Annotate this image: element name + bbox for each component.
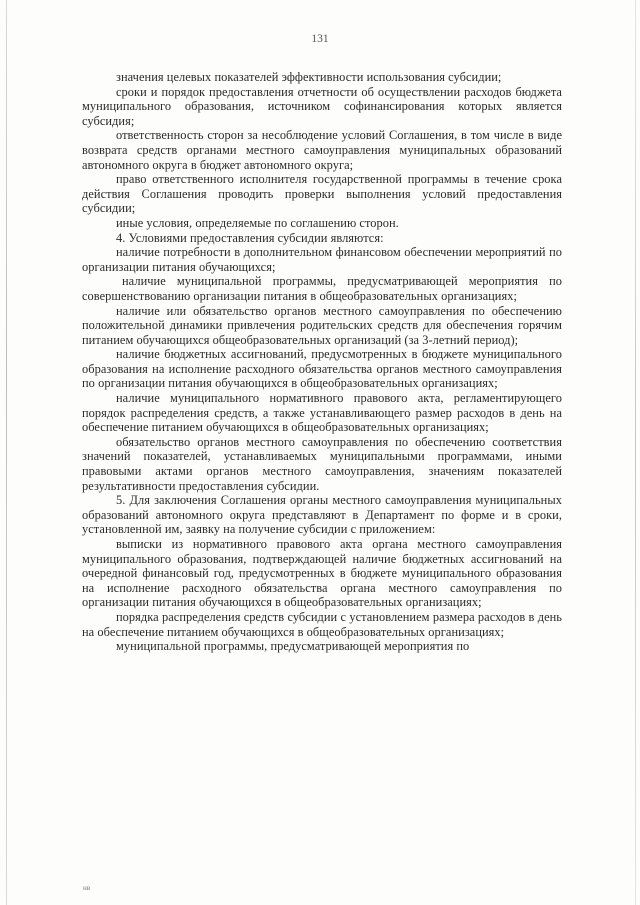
scan-edge-right (635, 0, 636, 905)
paragraph-responsibility: ответственность сторон за несоблюдение условий Соглашения, в том числе в виде возврата средств органами местного самоуправления муниципальных образований автономного округа в бюджет автономного округа; (82, 128, 562, 172)
paragraph-parental-funds: наличие или обязательство органов местного самоуправления по обеспечению положительной динамики привлечения родительских средств для обеспечения горячим питанием обучающихся общеобразовательных организаций (за 3-летний период); (82, 303, 562, 347)
paragraph-section-5-application: 5. Для заключения Соглашения органы местного самоуправления муниципальных образований автономного округа представляют в Департамент по форме и в сроки, установленной им, заявку на получение субсидии с приложением: (82, 493, 562, 537)
paragraph-other-conditions: иные условия, определяемые по соглашению сторон. (116, 215, 399, 230)
paragraph-municipal-program-attachment: муниципальной программы, предусматривающей мероприятия по (116, 639, 470, 654)
scan-edge-left (6, 0, 7, 905)
paragraph-indicator-compliance: обязательство органов местного самоуправления по обеспечению соответствия значений показателей, устанавливаемых муниципальными программами, иными правовыми актами органов местного самоуправления, значениям показателей результативности предоставления субсидии. (82, 434, 562, 493)
paragraph-budget-allocations: наличие бюджетных ассигнований, предусмотренных в бюджете муниципального образования на исполнение расходного обязательства органов местного самоуправления по организации питания обучающихся в общеобразовательных организациях; (82, 347, 562, 391)
paragraph-reporting-terms: сроки и порядок предоставления отчетности об осуществлении расходов бюджета муниципального образования, источником софинансирования которых является субсидия; (82, 84, 562, 128)
paragraph-section-4-heading: 4. Условиями предоставления субсидии являются: (116, 230, 384, 245)
page-number: 131 (311, 33, 329, 45)
footer-mark: нв (83, 884, 91, 892)
paragraph-inspection-right: право ответственного исполнителя государственной программы в течение срока действия Соглашения проводить проверки выполнения условий предоставления субсидии; (82, 172, 562, 216)
paragraph-target-indicators: значения целевых показателей эффективности использования субсидии; (116, 70, 502, 84)
paragraph-normative-act: наличие муниципального нормативного правового акта, регламентирующего порядок распределения средств, а также устанавливающего размер расходов в день на обеспечение питанием обучающихся в общеобразовательных организациях; (82, 391, 562, 435)
paragraph-act-extract: выписки из нормативного правового акта органа местного самоуправления муниципального образования, подтверждающей наличие бюджетных ассигнований на очередной финансовый год, предусмотренных в бюджете муниципального образования на исполнение расходного обязательства органа местного самоуправления по организации питания обучающихся в общеобразовательных организациях; (82, 537, 562, 610)
paragraph-municipal-program: наличие муниципальной программы, предусматривающей мероприятия по совершенствованию организации питания в общеобразовательных организациях; (82, 274, 562, 303)
document-body (82, 70, 562, 654)
paragraph-distribution-procedure: порядка распределения средств субсидии с установлением размера расходов в день на обеспечение питанием обучающихся в общеобразовательных организациях; (82, 609, 562, 639)
paragraph-funding-need: наличие потребности в дополнительном финансовом обеспечении мероприятий по организации питания обучающихся; (82, 245, 562, 274)
